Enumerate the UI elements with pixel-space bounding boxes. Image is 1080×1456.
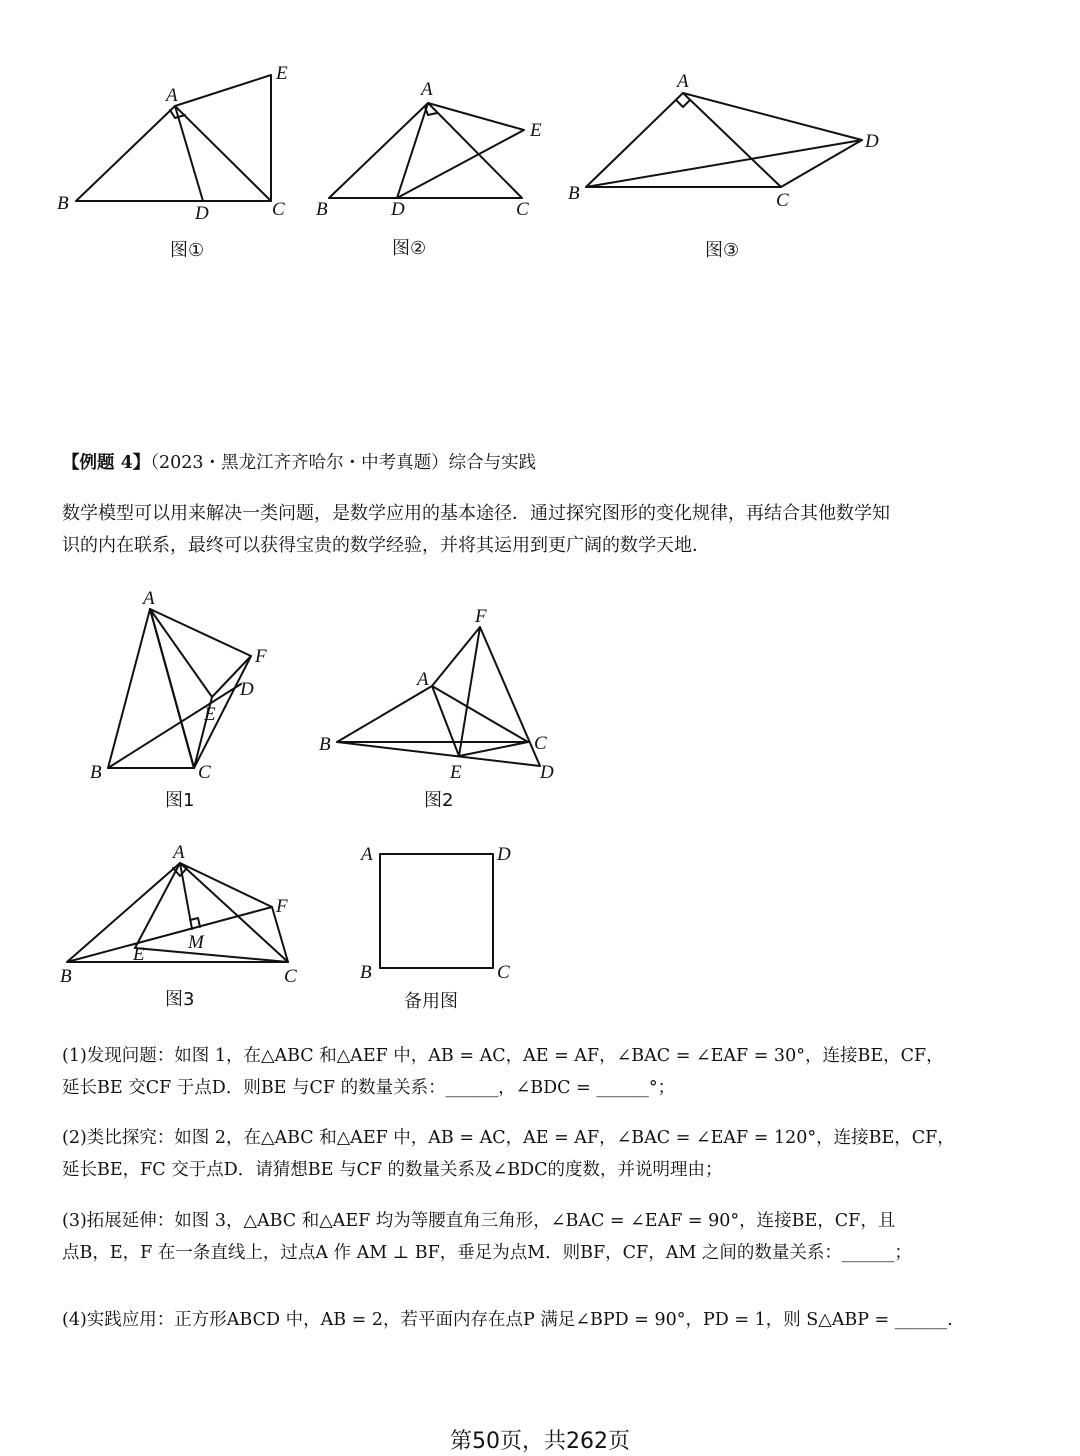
label-d: D bbox=[865, 131, 879, 152]
label-c: C bbox=[497, 962, 510, 983]
example-label: 【例题 4】 bbox=[62, 453, 151, 473]
intro-line-1: 数学模型可以用来解决一类问题，是数学应用的基本途径．通过探究图形的变化规律，再结合其他数学知 bbox=[62, 503, 890, 524]
segment-ac-2 bbox=[150, 609, 194, 768]
label-b: B bbox=[60, 966, 72, 987]
label-c: C bbox=[776, 190, 789, 211]
caption-2: 图2 bbox=[424, 790, 454, 811]
figure-spare bbox=[359, 844, 511, 1012]
label-c: C bbox=[534, 733, 547, 754]
caption-fig-1: 图① bbox=[170, 240, 205, 261]
label-b: B bbox=[90, 762, 102, 783]
intro-line-2: 识的内在联系，最终可以获得宝贵的数学经验，并将其运用到更广阔的数学天地． bbox=[62, 535, 710, 556]
label-d: D bbox=[497, 844, 511, 865]
square-abcd bbox=[380, 854, 493, 968]
label-a: A bbox=[417, 669, 429, 690]
segment-ae bbox=[135, 863, 180, 948]
label-e: E bbox=[133, 944, 145, 965]
label-d: D bbox=[240, 679, 254, 700]
caption-fig-3: 图③ bbox=[705, 240, 740, 261]
label-c: C bbox=[198, 762, 211, 783]
question-3-line-1: (3)拓展延伸：如图 3，△ABC 和△AEF 均为等腰直角三角形，∠BAC = ∠EAF = 90°，连接BE，CF，且 bbox=[62, 1211, 896, 1231]
label-c: C bbox=[284, 966, 297, 987]
caption-spare: 备用图 bbox=[404, 991, 458, 1012]
label-d: D bbox=[540, 762, 554, 783]
caption-3: 图3 bbox=[165, 989, 195, 1010]
label-b: B bbox=[568, 183, 580, 204]
label-b: B bbox=[360, 962, 372, 983]
segment-ec bbox=[459, 742, 528, 756]
question-3-line-2: 点B，E，F 在一条直线上，过点A 作 AM ⊥ BF，垂足为点M．则BF，CF，AM 之间的数量关系：______； bbox=[62, 1243, 912, 1263]
example-source: （2023・黑龙江齐齐哈尔・中考真题）综合与实践 bbox=[150, 453, 537, 473]
label-b: B bbox=[319, 734, 331, 755]
label-c: C bbox=[516, 199, 529, 220]
question-2 bbox=[62, 1122, 1022, 1186]
page-number: 第50页，共262页 bbox=[450, 1429, 630, 1454]
label-b: B bbox=[316, 199, 328, 220]
label-a: A bbox=[677, 71, 689, 92]
triangle-abc bbox=[108, 609, 194, 768]
segment-ec bbox=[135, 948, 288, 962]
label-f: F bbox=[276, 896, 288, 917]
question-2-line-1: (2)类比探究：如图 2，在△ABC 和△AEF 中，AB = AC，AE = AF，∠BAC = ∠EAF = 120°，连接BE，CF， bbox=[62, 1128, 955, 1148]
label-d: D bbox=[391, 199, 405, 220]
question-1-line-2: 延长BE 交CF 于点D．则BE 与CF 的数量关系：______，∠BDC = ______°； bbox=[62, 1078, 676, 1098]
label-e: E bbox=[276, 63, 288, 84]
label-b: B bbox=[57, 193, 69, 214]
label-a: A bbox=[361, 844, 373, 865]
segment-cf bbox=[194, 656, 251, 768]
figure-1 bbox=[90, 588, 267, 811]
label-e: E bbox=[204, 704, 216, 725]
label-e: E bbox=[450, 762, 462, 783]
question-4-line-1: (4)实践应用：正方形ABCD 中，AB = 2，若平面内存在点P 满足∠BPD = 90°，PD = 1，则 S△ABP = ______. bbox=[62, 1310, 953, 1330]
label-f: F bbox=[255, 646, 267, 667]
label-e: E bbox=[530, 120, 542, 141]
question-1 bbox=[62, 1040, 1022, 1104]
question-1-line-1: (1)发现问题：如图 1，在△ABC 和△AEF 中，AB = AC，AE = AF，∠BAC = ∠EAF = 30°，连接BE，CF， bbox=[62, 1046, 944, 1066]
question-2-line-2: 延长BE，FC 交于点D．请猜想BE 与CF 的数量关系及∠BDC的度数，并说明理由； bbox=[62, 1160, 723, 1180]
label-f: F bbox=[475, 606, 487, 627]
caption-fig-2: 图② bbox=[392, 238, 427, 259]
label-d: D bbox=[195, 203, 209, 224]
figure-3 bbox=[60, 842, 297, 1010]
triangle-aef bbox=[432, 627, 480, 756]
figure-2 bbox=[319, 606, 554, 811]
question-4 bbox=[62, 1304, 1022, 1336]
question-3 bbox=[62, 1205, 1022, 1269]
label-c: C bbox=[272, 199, 285, 220]
label-a: A bbox=[173, 842, 185, 863]
caption-1: 图1 bbox=[165, 790, 195, 811]
triangle-abc bbox=[337, 686, 528, 742]
label-a: A bbox=[421, 79, 433, 100]
label-a: A bbox=[143, 588, 155, 609]
label-a: A bbox=[166, 85, 178, 106]
label-m: M bbox=[188, 932, 204, 953]
